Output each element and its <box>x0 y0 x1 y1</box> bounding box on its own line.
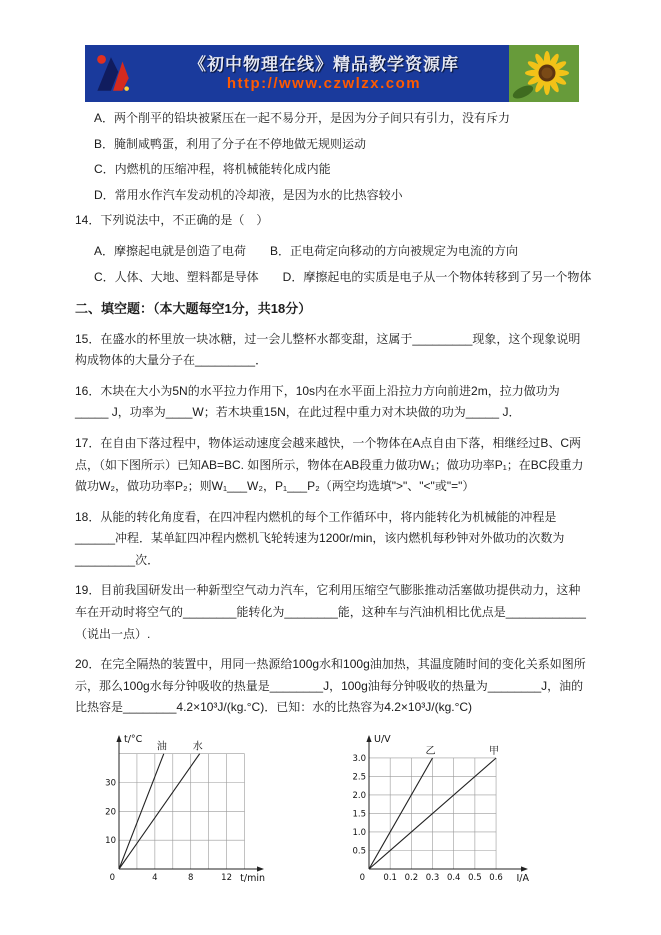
svg-text:油: 油 <box>156 741 167 753</box>
question-16: 16．木块在大小为5N的水平拉力作用下，10s内在水平面上沿拉力方向前进2m，拉力做功为_____ J，功率为____W；若木块重15N，在此过程中重力对木块做的功为_____ J． <box>75 383 560 420</box>
svg-text:3.0: 3.0 <box>352 754 366 765</box>
svg-text:0.2: 0.2 <box>404 873 419 884</box>
question-14: 14．下列说法中，不正确的是（ ） <box>75 213 269 228</box>
svg-text:0: 0 <box>359 873 365 884</box>
site-logo <box>85 45 139 102</box>
svg-text:2.0: 2.0 <box>352 791 366 802</box>
header-banner <box>85 45 579 102</box>
question-19: 19．目前我国研发出一种新型空气动力汽车，它利用压缩空气膨胀推动活塞做功提供动力，这种车在开动时将空气的________能转化为________能，这种车与汽油机相比优点是____________（说出一点）. <box>75 583 586 641</box>
site-title: 《初中物理在线》精品教学资源库 <box>189 54 459 74</box>
svg-text:0.3: 0.3 <box>425 873 440 884</box>
svg-text:0.6: 0.6 <box>489 873 503 884</box>
svg-text:8: 8 <box>188 873 194 884</box>
logo-icon <box>91 51 133 97</box>
svg-text:12: 12 <box>221 873 233 884</box>
site-url[interactable]: http://www.czwlzx.com <box>226 75 422 93</box>
svg-text:水: 水 <box>192 741 203 753</box>
sunflower-image <box>509 45 579 102</box>
voltage-current-chart <box>339 731 531 893</box>
temperature-time-chart <box>89 731 267 893</box>
svg-text:1.5: 1.5 <box>352 809 366 820</box>
q13-option-a: A．两个削平的铅块被紧压在一起不易分开，是因为分子间只有引力，没有斥力 <box>94 111 511 125</box>
svg-text:I/A: I/A <box>516 873 529 885</box>
figures-row <box>89 731 592 893</box>
svg-text:0.1: 0.1 <box>383 873 397 884</box>
question-18: 18．从能的转化角度看，在四冲程内燃机的每个工作循环中，将内能转化为机械能的冲程是______冲程．某单缸四冲程内燃机飞轮转速为1200r/min，该内燃机每秒钟对外做功的次数为_________次． <box>75 509 565 567</box>
exam-content <box>75 108 592 893</box>
svg-text:0.4: 0.4 <box>446 873 461 884</box>
svg-text:甲: 甲 <box>489 746 500 758</box>
question-15: 15．在盛水的杯里放一块冰糖，过一会儿整杯水都变甜，这属于_________现象，这个现象说明构成物体的大量分子在_________． <box>75 331 581 368</box>
svg-text:2.5: 2.5 <box>352 772 366 783</box>
question-17: 17．在自由下落过程中，物体运动速度会越来越快，一个物体在A点自由下落，相继经过B、C两点，（如下图所示）已知AB=BC. 如图所示，物体在AB段重力做功W₁；做功功率P₁；在BC段重力做功W₂，做功功率P₂；则W₁___W₂，P₁___P₂（两空均选填">"、"<"或"="） <box>75 435 584 494</box>
q13-option-c: C．内燃机的压缩冲程，将机械能转化成内能 <box>94 162 331 177</box>
svg-text:30: 30 <box>105 778 116 789</box>
section-heading-fill-blanks: 二、填空题：（本大题每空1分，共18分） <box>75 301 312 317</box>
svg-text:U/V: U/V <box>374 734 391 746</box>
svg-text:0.5: 0.5 <box>352 846 366 857</box>
svg-text:乙: 乙 <box>425 746 436 758</box>
q13-option-b: B．腌制咸鸭蛋，利用了分子在不停地做无规则运动 <box>94 136 367 151</box>
q13-option-d: D．常用水作汽车发动机的冷却液，是因为水的比热容较小 <box>94 187 403 202</box>
svg-text:0: 0 <box>109 873 115 884</box>
q14-options-ab: A．摩擦起电就是创造了电荷 B．正电荷定向移动的方向被规定为电流的方向 <box>94 243 519 258</box>
q14-options-cd: C．人体、大地、塑料都是导体 D．摩擦起电的实质是电子从一个物体转移到了另一个物体 <box>94 269 592 284</box>
svg-text:4: 4 <box>152 873 158 884</box>
svg-text:20: 20 <box>105 807 116 818</box>
svg-text:0.5: 0.5 <box>468 873 482 884</box>
svg-text:t/°C: t/°C <box>124 734 143 746</box>
svg-text:10: 10 <box>105 836 116 847</box>
sunflower-icon <box>509 45 579 102</box>
banner-text <box>139 45 509 102</box>
svg-text:t/min: t/min <box>240 873 265 885</box>
svg-text:1.0: 1.0 <box>352 828 366 839</box>
question-20: 20．在完全隔热的装置中，用同一热源给100g水和100g油加热，其温度随时间的变化关系如图所示，那么100g水每分钟吸收的热量是________J，100g油每分钟吸收的热量为________J，油的比热容是________4.2×10³J/(kg.°C)．已知：水的比热容为4.2×10³J/(kg.°C) <box>75 657 586 715</box>
